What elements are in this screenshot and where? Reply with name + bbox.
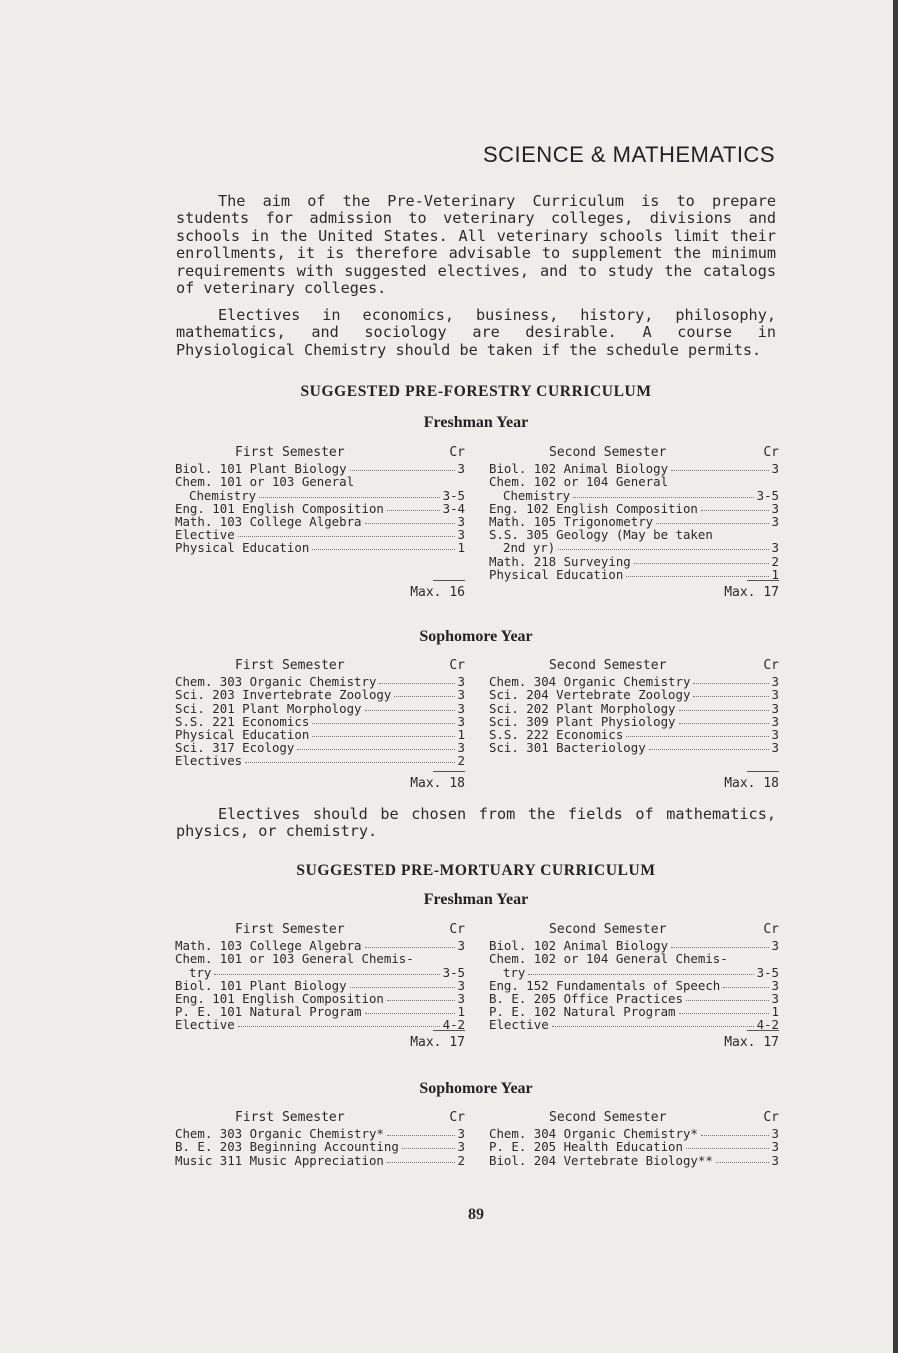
semester-header [489,659,779,672]
dot-leader [679,710,769,711]
course-row [175,1154,465,1167]
course-credits: 3 [771,740,779,756]
course-name-continued: Chemistry [503,487,571,503]
course-name: S.S. 221 Economics [175,713,310,729]
dot-leader [671,470,768,471]
course-row [175,541,465,554]
semester-header [489,923,779,936]
course-name: Chem. 101 or 103 General [175,474,355,490]
course-row [175,702,465,715]
course-credits: 3-4 [442,500,465,516]
credit-header: Cr [763,922,779,937]
course-row [489,489,779,502]
course-credits: 4-2 [442,1017,465,1033]
mortuary-freshman-second [489,923,779,1032]
course-row [489,555,779,568]
forestry-title: SUGGESTED PRE-FORESTRY CURRICULUM [300,383,652,400]
forestry-freshman-label: Freshman Year [423,414,529,431]
course-row [489,541,779,554]
forestry-freshman-first [175,446,465,555]
dot-leader [686,1148,769,1149]
section-header: SCIENCE & MATHEMATICS [482,142,775,167]
dot-leader [394,696,454,697]
forestry-sophomore-second [489,659,779,754]
course-row [175,475,465,488]
semester-header [175,923,465,936]
forestry-freshman-second [489,446,779,581]
dot-leader [671,947,768,948]
course-credits: 1 [457,727,465,743]
course-credits: 3-5 [442,964,465,980]
dot-leader [379,683,454,684]
course-row [175,966,465,979]
course-name: Elective [175,527,235,543]
course-row [489,475,779,488]
course-row [489,1154,779,1167]
intro-paragraph-1 [176,193,776,297]
course-name: Biol. 102 Animal Biology [489,938,669,954]
semester-header [175,659,465,672]
course-credits: 3 [771,1126,779,1142]
dot-leader [693,683,768,684]
mortuary-freshman-first [175,923,465,1032]
course-name: Chem. 102 or 104 General [489,474,669,490]
dot-leader [716,1162,769,1163]
dot-leader [387,1162,455,1163]
course-credits: 3 [771,674,779,690]
course-name: Electives [175,753,243,769]
course-row [489,688,779,701]
semester-header [489,1111,779,1124]
dot-leader [297,749,454,750]
forestry-sophomore-second-max: Max. 18 [489,771,779,791]
course-name: Sci. 203 Invertebrate Zoology [175,687,392,703]
dot-leader [701,1135,769,1136]
semester-label: First Semester [235,658,345,673]
course-credits: 3 [771,1152,779,1168]
dot-leader [552,1026,754,1027]
course-credits: 3 [457,527,465,543]
semester-label: Second Semester [549,922,667,937]
course-name-continued: Chemistry [189,487,257,503]
dot-leader [528,974,753,975]
course-name-continued: 2nd yr) [503,540,556,556]
course-name: Eng. 101 English Composition [175,991,384,1007]
credit-header: Cr [763,445,779,460]
page-number: 89 [468,1206,484,1223]
course-name: Math. 103 College Algebra [175,514,362,530]
course-name-continued: try [503,964,526,980]
course-row [489,702,779,715]
course-credits: 3 [457,700,465,716]
course-name: Sci. 201 Plant Morphology [175,700,362,716]
dot-leader [679,1013,769,1014]
course-name: B. E. 205 Office Practices [489,991,683,1007]
credit-header: Cr [763,1110,779,1125]
semester-header [175,1111,465,1124]
dot-leader [626,576,768,577]
intro-paragraph-2-text: Electives in economics, business, history, philosophy, mathematics, and sociology are desirable. A course in Physiological Chemistry should be taken if the schedule permits. [176,306,776,359]
semester-label: Second Semester [549,658,667,673]
course-name: Elective [489,1017,549,1033]
dot-leader [312,723,454,724]
course-row [175,489,465,502]
course-name: Sci. 204 Vertebrate Zoology [489,687,691,703]
course-row [489,1140,779,1153]
course-name: Chem. 304 Organic Chemistry* [489,1126,698,1142]
intro-paragraph-2 [176,307,776,359]
course-credits: 2 [771,553,779,569]
course-row [489,952,779,965]
course-credits: 3-5 [442,487,465,503]
course-credits: 3 [771,540,779,556]
dot-leader [558,549,768,550]
course-credits: 3 [457,740,465,756]
dot-leader [686,1000,769,1001]
course-credits: 3 [771,461,779,477]
course-credits: 3 [771,1139,779,1155]
intro-paragraph-1-text: The aim of the Pre-Veterinary Curriculum is to prepare students for admission to veterinary colleges, divisions and schools in the United States. All veterinary schools limit their enrollments, it is therefore advisable to supplement the minimum requirements with suggested electives, and to study the catalogs of veterinary colleges. [176,192,776,298]
course-row [175,952,465,965]
course-name: Chem. 304 Organic Chemistry [489,674,691,690]
forestry-electives-note [176,806,776,841]
dot-leader [312,736,454,737]
dot-leader [701,510,769,511]
course-name: Biol. 101 Plant Biology [175,977,347,993]
course-credits: 2 [457,1152,465,1168]
course-name: S.S. 222 Economics [489,727,624,743]
dot-leader [723,987,768,988]
course-row [175,1140,465,1153]
forestry-sophomore-first-max: Max. 18 [175,771,465,791]
dot-leader [214,974,439,975]
dot-leader [259,497,439,498]
dot-leader [656,523,768,524]
course-credits: 3 [771,938,779,954]
course-row [175,688,465,701]
course-name: S.S. 305 Geology (May be taken [489,527,713,543]
course-credits: 3 [771,991,779,1007]
course-credits: 1 [457,1004,465,1020]
credit-header: Cr [449,445,465,460]
course-credits: 3 [457,1139,465,1155]
semester-label: First Semester [235,445,345,460]
course-credits: 3 [771,687,779,703]
course-name: Elective [175,1017,235,1033]
course-row [489,741,779,754]
course-name: Eng. 152 Fundamentals of Speech [489,977,721,993]
course-credits: 3 [771,977,779,993]
dot-leader [634,563,769,564]
semester-label: Second Semester [549,445,667,460]
course-name: Physical Education [175,540,310,556]
course-name: Eng. 102 English Composition [489,500,698,516]
dot-leader [365,523,455,524]
dot-leader [402,1148,455,1149]
dot-leader [649,749,769,750]
credit-header: Cr [449,658,465,673]
course-name: Math. 105 Trigonometry [489,514,654,530]
forestry-sophomore-first [175,659,465,768]
forestry-sophomore-label: Sophomore Year [419,628,533,645]
course-name: Math. 218 Surveying [489,553,631,569]
course-credits: 3 [457,977,465,993]
course-credits: 3 [457,674,465,690]
forestry-freshman-first-max: Max. 16 [175,580,465,600]
dot-leader [573,497,753,498]
dot-leader [387,1000,455,1001]
mortuary-sophomore-second [489,1111,779,1167]
credit-header: Cr [449,922,465,937]
course-name: Sci. 202 Plant Morphology [489,700,676,716]
course-credits: 1 [771,566,779,582]
course-credits: 3-5 [756,964,779,980]
semester-header [175,446,465,459]
course-name: Physical Education [489,566,624,582]
credit-header: Cr [449,1110,465,1125]
course-name: Sci. 309 Plant Physiology [489,713,676,729]
dot-leader [238,1026,440,1027]
dot-leader [312,549,454,550]
course-name: Math. 103 College Algebra [175,938,362,954]
dot-leader [245,762,454,763]
course-name: Biol. 102 Animal Biology [489,461,669,477]
course-credits: 3 [457,1126,465,1142]
course-name: P. E. 101 Natural Program [175,1004,362,1020]
course-credits: 3 [457,938,465,954]
course-credits: 2 [457,753,465,769]
mortuary-freshman-first-max: Max. 17 [175,1030,465,1050]
course-name: Chem. 303 Organic Chemistry* [175,1126,384,1142]
dot-leader [626,736,768,737]
course-credits: 3 [457,514,465,530]
mortuary-sophomore-first [175,1111,465,1167]
course-name: Eng. 101 English Composition [175,500,384,516]
dot-leader [365,1013,455,1014]
course-credits: 3 [457,687,465,703]
course-credits: 3 [457,991,465,1007]
course-credits: 3 [457,461,465,477]
dot-leader [387,1135,455,1136]
mortuary-title: SUGGESTED PRE-MORTUARY CURRICULUM [296,862,656,879]
forestry-electives-note-text: Electives should be chosen from the fields of mathematics, physics, or chemistry. [176,805,776,841]
credit-header: Cr [763,658,779,673]
dot-leader [387,510,440,511]
course-name: Sci. 301 Bacteriology [489,740,646,756]
course-credits: 3 [771,700,779,716]
course-name: Biol. 101 Plant Biology [175,461,347,477]
semester-label: First Semester [235,1110,345,1125]
course-name: Music 311 Music Appreciation [175,1152,384,1168]
dot-leader [350,470,455,471]
mortuary-freshman-label: Freshman Year [423,891,529,908]
course-name: B. E. 203 Beginning Accounting [175,1139,399,1155]
page-edge [893,0,898,1353]
course-credits: 3 [771,727,779,743]
course-name: P. E. 102 Natural Program [489,1004,676,1020]
course-credits: 1 [771,1004,779,1020]
mortuary-freshman-second-max: Max. 17 [489,1030,779,1050]
dot-leader [365,947,455,948]
dot-leader [350,987,455,988]
forestry-freshman-second-max: Max. 17 [489,580,779,600]
course-name: Chem. 102 or 104 General Chemis- [489,951,728,967]
semester-header [489,446,779,459]
course-name: Sci. 317 Ecology [175,740,295,756]
course-name: Chem. 101 or 103 General Chemis- [175,951,414,967]
course-row [489,966,779,979]
course-row [175,754,465,767]
dot-leader [238,536,455,537]
course-credits: 3 [771,500,779,516]
course-credits: 3 [771,713,779,729]
course-name: P. E. 205 Health Education [489,1139,683,1155]
semester-label: First Semester [235,922,345,937]
course-name: Chem. 303 Organic Chemistry [175,674,377,690]
course-credits: 3 [771,514,779,530]
dot-leader [365,710,455,711]
course-name: Physical Education [175,727,310,743]
mortuary-sophomore-label: Sophomore Year [419,1080,533,1097]
course-credits: 4-2 [756,1017,779,1033]
course-credits: 3-5 [756,487,779,503]
course-name-continued: try [189,964,212,980]
course-credits: 3 [457,713,465,729]
dot-leader [679,723,769,724]
course-credits: 1 [457,540,465,556]
semester-label: Second Semester [549,1110,667,1125]
course-name: Biol. 204 Vertebrate Biology** [489,1152,713,1168]
dot-leader [693,696,768,697]
